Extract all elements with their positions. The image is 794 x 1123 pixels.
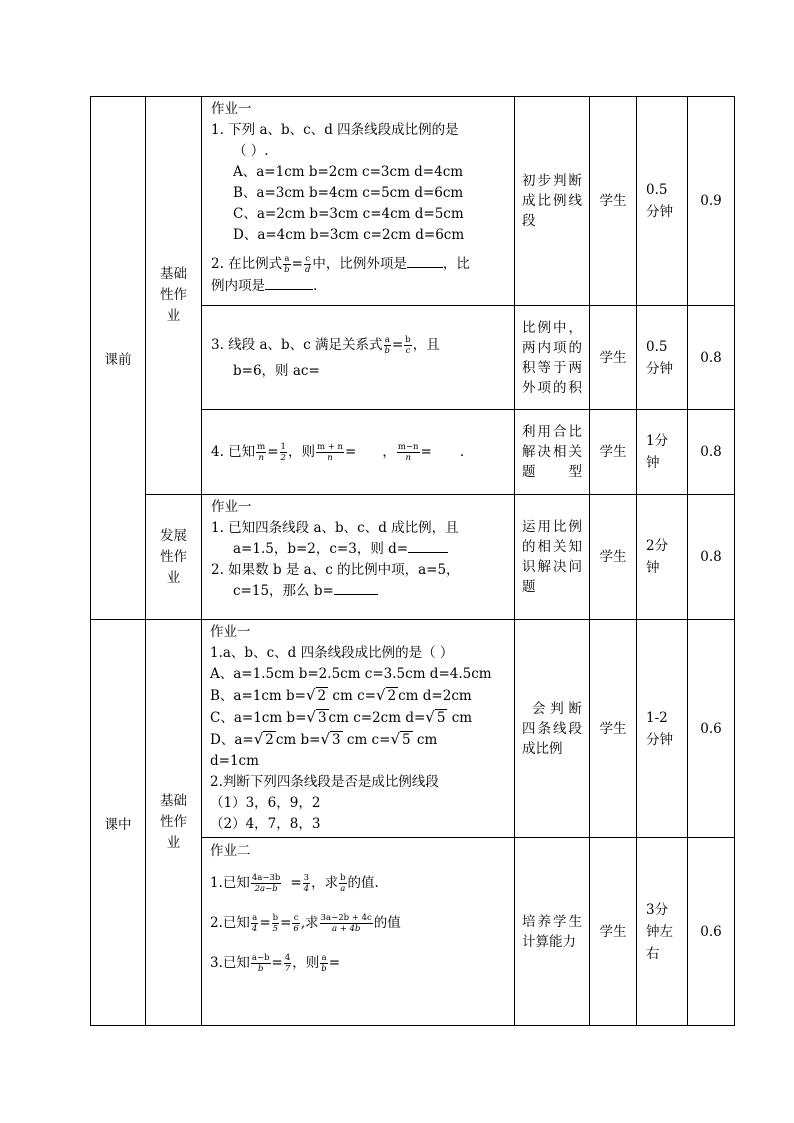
type-basic: 基础性作业 <box>146 620 202 1026</box>
time-cell: 3分钟左右 <box>637 838 688 1026</box>
who-cell: 学生 <box>590 306 637 410</box>
question-cell: 4. 已知 $\frac{m}{n}$ = $\frac{1}{2}$ ，则 $\frac{m + n}{n}$ = ， $\frac{m-n}{n}$ = . <box>202 410 515 495</box>
time-cell: 1分钟 <box>637 410 688 495</box>
question-cell: 作业一 1. 下列 a、b、c、d 四条线段成比例的是 （ ）. A、a=1cm b=2cm c=3cm d=4cm B、a=3cm b=4cm c=5cm d=6cm C、a=2cm b=3cm c=4cm d=5cm D、a=4cm b=3cm c=2cm d=6cm 2. 在比例式 $\frac{a}{b}$ = $\frac{c}{d}$ 中，比例外项是 ，比 例内项是 . <box>202 97 515 306</box>
time-cell: 1-2分钟 <box>637 620 688 838</box>
who-cell: 学生 <box>590 410 637 495</box>
who-cell: 学生 <box>590 620 637 838</box>
table-row <box>91 495 735 620</box>
stage-during: 课中 <box>91 620 146 1026</box>
aim-cell: 利用合比解决相关题型 <box>515 410 590 495</box>
score-cell: 0.9 <box>688 97 735 306</box>
aim-cell: 初步判断成比例线段 <box>515 97 590 306</box>
homework-table <box>90 96 735 1026</box>
time-cell: 0.5分钟 <box>637 97 688 306</box>
type-basic: 基础性作业 <box>146 97 202 495</box>
score-cell: 0.6 <box>688 620 735 838</box>
aim-cell: 运用比例的相关知识解决问题 <box>515 495 590 620</box>
score-cell: 0.8 <box>688 410 735 495</box>
stage-before: 课前 <box>91 97 146 620</box>
table-row <box>91 620 735 838</box>
score-cell: 0.8 <box>688 495 735 620</box>
aim-cell: 比例中，两内项的积等于两外项的积 <box>515 306 590 410</box>
table-row <box>91 97 735 306</box>
aim-cell: 培养学生计算能力 <box>515 838 590 1026</box>
time-cell: 2分钟 <box>637 495 688 620</box>
question-cell: 作业二 1.已知 $\frac{4a-3b}{2a-b}$ = $\frac{3}{4}$ ，求 $\frac{b}{a}$ 的值. 2.已知 $\frac{a}{4}$ = $\frac{b}{5}$ = $\frac{c}{6}$ ,求 $\frac{3a-2b + 4c}{a + 4b}$ 的值 3.已知 $\frac{a-b}{b}$ = $\frac{4}{7}$ ，则 $\frac{a}{b}$ = <box>202 838 515 1026</box>
score-cell: 0.6 <box>688 838 735 1026</box>
who-cell: 学生 <box>590 838 637 1026</box>
question-cell: 作业一 1. 已知四条线段 a、b、c、d 成比例，且 a=1.5，b=2，c=3，则 d= 2. 如果数 b 是 a、c 的比例中项，a=5， c=15，那么 b= <box>202 495 515 620</box>
question-cell: 作业一 1.a、b、c、d 四条线段成比例的是（ ） A、a=1.5cm b=2.5cm c=3.5cm d=4.5cm B、a=1cm b=√ 2 cm c=√ 2 cm d=2cm C、a=1cm b=√ 3 cm c=2cm d=√ 5 cm D、a=√ 2 cm b=√ 3 cm c=√ 5 cm d=1cm 2.判断下列四条线段是否是成比例线段 （1）3，6，9，2 （2）4，7，8，3 <box>202 620 515 838</box>
who-cell: 学生 <box>590 495 637 620</box>
who-cell: 学生 <box>590 97 637 306</box>
time-cell: 0.5分钟 <box>637 306 688 410</box>
type-develop: 发展性作业 <box>146 495 202 620</box>
aim-cell: 会判断四条线段成比例 <box>515 620 590 838</box>
score-cell: 0.8 <box>688 306 735 410</box>
question-cell: 3. 线段 a、b、c 满足关系式 $\frac{a}{b}$ = $\frac{b}{c}$ ，且 b=6，则 ac= <box>202 306 515 410</box>
